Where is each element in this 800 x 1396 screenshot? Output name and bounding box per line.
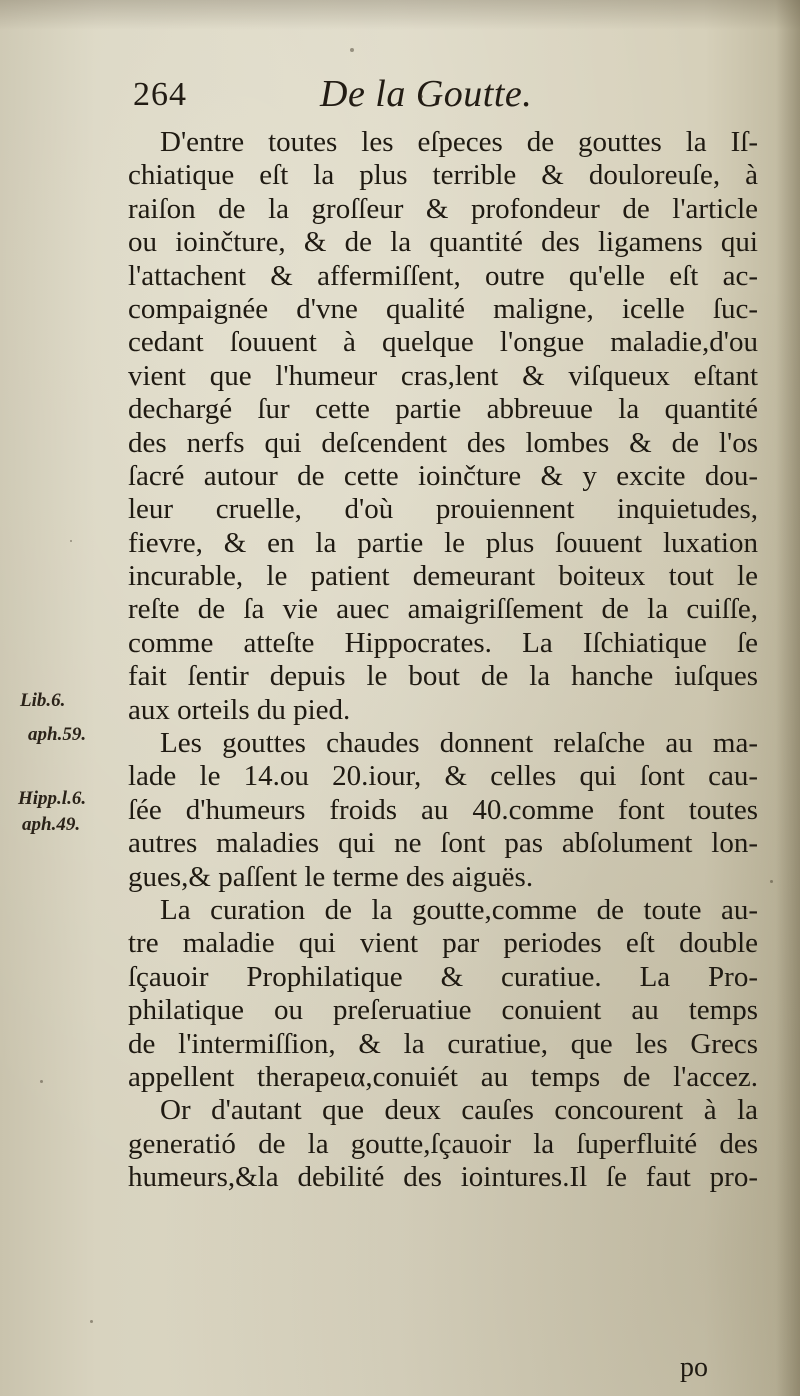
body-text: [128, 126, 758, 1195]
text-line: La curation de la goutte,comme de toute au-: [160, 893, 758, 926]
text-line: leur cruelle, d'où prouiennent inquietudes,: [128, 493, 758, 526]
text-line: comme atteſte Hippocrates. La Iſchiatique ſe: [128, 626, 758, 659]
catchword: po: [680, 1352, 708, 1383]
text-line: vient que l'humeur cras,lent & viſqueux eſtant: [128, 359, 758, 392]
text-line: ſacré autour de cette ioinčture & y excite dou-: [128, 459, 758, 492]
margin-note-aph-59: aph.59.: [28, 724, 87, 745]
text-line: compaignée d'vne qualité maligne, icelle ſuc-: [128, 292, 758, 325]
text-line: D'entre toutes les eſpeces de gouttes la Iſ-: [160, 126, 758, 158]
running-head: De la Goutte.: [320, 73, 533, 115]
text-line: lade le 14.ou 20.iour, & celles qui ſont cau-: [128, 760, 758, 793]
text-line: ſée d'humeurs froids au 40.comme font toutes: [128, 793, 758, 826]
text-line: raiſon de la groſſeur & profondeur de l'article: [128, 192, 758, 225]
text-line: l'attachent & affermiſſent, outre qu'elle eſt ac-: [128, 259, 758, 292]
text-line: Les gouttes chaudes donnent relaſche au ma-: [160, 727, 758, 760]
margin-note-aph-49: aph.49.: [22, 814, 81, 835]
page-gutter-shadow: [776, 0, 800, 1396]
text-line: fait ſentir depuis le bout de la hanche iuſques: [128, 660, 758, 693]
margin-note-hipp: Hipp.l.6.: [18, 788, 87, 809]
text-line: des nerfs qui deſcendent des lombes & de l'os: [128, 426, 758, 459]
text-line: gues,& paſſent le terme des aiguës.: [128, 860, 534, 893]
paper-speck: [420, 95, 423, 98]
text-line: ſçauoir Prophilatique & curatiue. La Pro-: [128, 960, 758, 993]
text-line: cedant ſouuent à quelque l'ongue maladie,d'ou: [128, 326, 758, 359]
paper-speck: [70, 540, 72, 542]
paper-speck: [40, 1080, 43, 1083]
text-line: de l'intermiſſion, & la curatiue, que les Grecs: [128, 1027, 758, 1060]
text-line: dechargé ſur cette partie abbreuue la quantité: [128, 393, 758, 426]
page-top-shadow: [0, 0, 800, 30]
text-line: Or d'autant que deux cauſes concourent à la: [160, 1094, 758, 1127]
text-line: ou ioinčture, & de la quantité des ligamens qui: [128, 226, 758, 259]
text-line: philatique ou preſeruatiue conuient au temps: [128, 994, 758, 1027]
text-line: fievre, & en la partie le plus ſouuent luxation: [128, 526, 758, 559]
paper-speck: [90, 1320, 93, 1323]
text-line: aux orteils du pied.: [128, 693, 351, 726]
paper-speck: [770, 880, 773, 883]
text-line: reſte de ſa vie auec amaigriſſement de la cuiſſe,: [128, 593, 758, 626]
text-line: autres maladies qui ne ſont pas abſolument lon-: [128, 827, 758, 860]
text-line: humeurs,&la debilité des iointures.Il ſe faut pro-: [128, 1161, 758, 1194]
paper-speck: [350, 48, 354, 52]
text-line: chiatique eſt la plus terrible & douloreuſe, à: [128, 159, 758, 192]
text-line: tre maladie qui vient par periodes eſt double: [128, 927, 758, 960]
page-number: 264: [133, 76, 187, 113]
text-line: incurable, le patient demeurant boiteux tout le: [128, 560, 758, 593]
text-line: appellent therapeια,conuiét au temps de l'accez.: [128, 1060, 758, 1093]
margin-note-lib: Lib.6.: [20, 690, 66, 711]
text-line: generatió de la goutte,ſçauoir la ſuperfluité des: [128, 1127, 758, 1160]
page-header: [0, 70, 800, 120]
